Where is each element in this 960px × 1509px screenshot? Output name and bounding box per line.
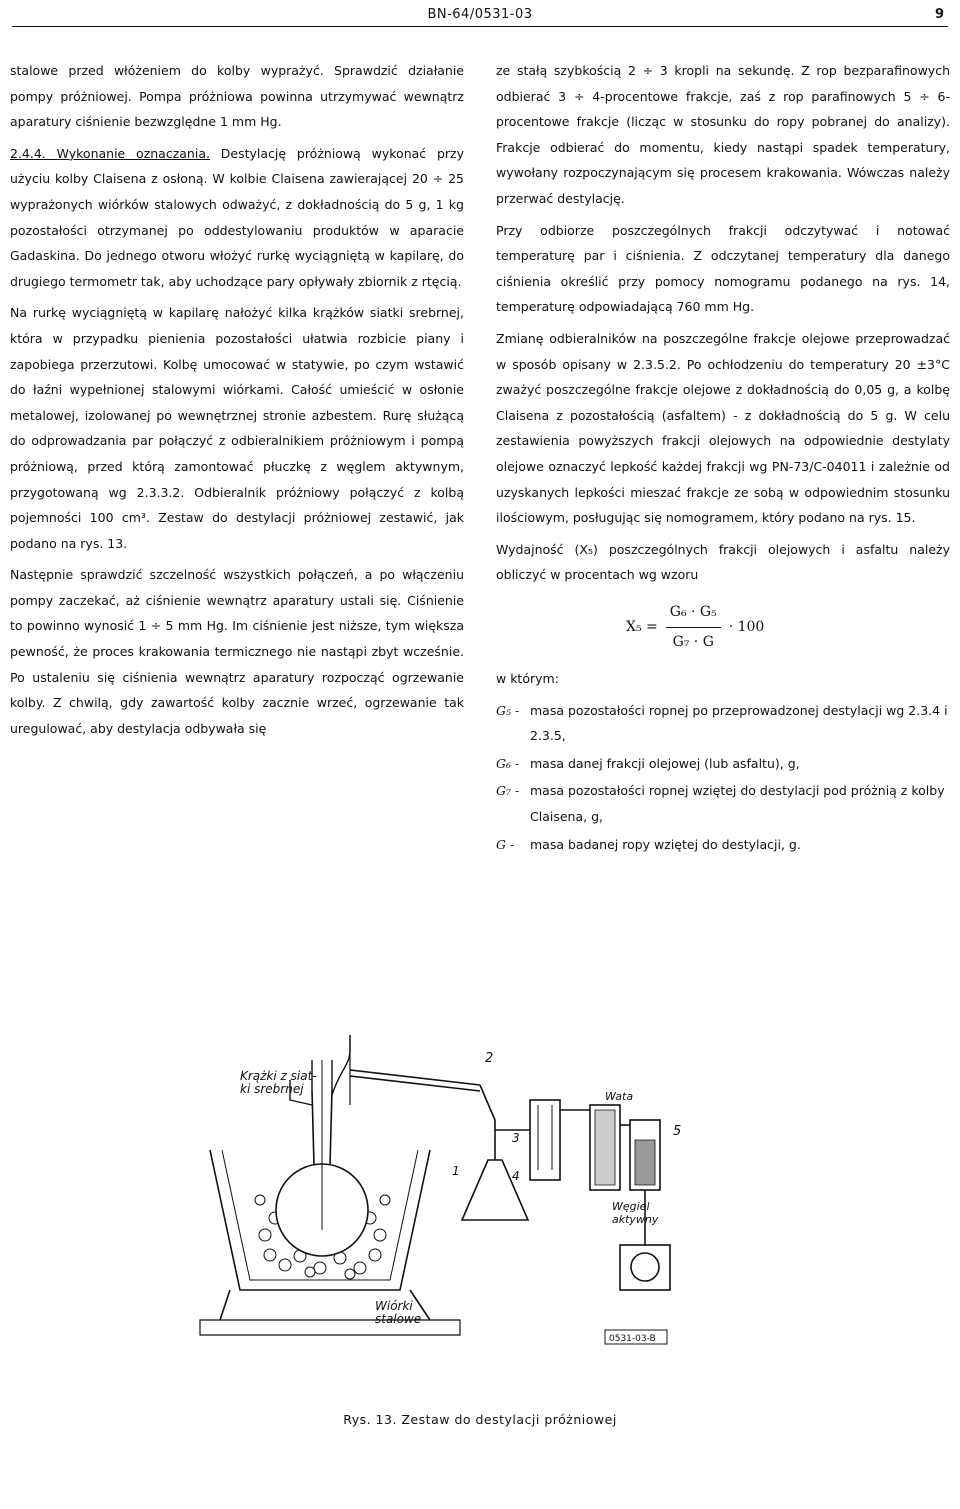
apparatus-figure <box>200 1030 680 1410</box>
vacuum-receiver <box>480 1085 495 1160</box>
figure-caption: Rys. 13. Zestaw do destylacji próżniowej <box>343 1412 617 1427</box>
definition-item <box>496 698 950 749</box>
manometer <box>530 1100 560 1180</box>
label-chips: Wiórki <box>375 1299 413 1313</box>
label-n5: 5 <box>673 1124 682 1139</box>
paragraph <box>10 141 464 295</box>
vacuum-pump <box>620 1245 670 1290</box>
formula-denominator: G₇ · G <box>672 634 714 651</box>
label-n3: 3 <box>512 1131 520 1145</box>
label-n2: 2 <box>485 1051 494 1066</box>
definition-symbol: G₇ - <box>496 783 520 799</box>
definition-item <box>496 751 950 777</box>
where-label: w którym: <box>496 671 559 687</box>
svg-text:stalowe: stalowe <box>375 1312 422 1326</box>
document-code: BN-64/0531-03 <box>427 7 533 22</box>
definition-text: masa pozostałości ropnej wziętej do destylacji pod próżnią z kolby Claisena, g, <box>530 783 945 825</box>
yield-formula <box>626 600 950 656</box>
formula-lhs: X₅ = <box>626 619 658 636</box>
definition-symbol: G₆ - <box>496 755 520 771</box>
page-number: 9 <box>934 7 944 22</box>
svg-text:ki srebrnej: ki srebrnej <box>240 1082 304 1096</box>
label-n4: 4 <box>512 1169 520 1183</box>
definition-text: masa pozostałości ropnej po przeprowadzonej destylacji wg 2.3.4 i 2.3.5, <box>530 702 948 744</box>
paragraph: Przy odbiorze poszczególnych frakcji odczytywać i notować temperaturę par i ciśnienia. Z odczytanej temperatury dla danego ciśnienia określić przy pomocy nomogramu podanego na rys. 14, temperaturę odpowiadającą 760 mm Hg. <box>496 222 950 315</box>
definition-symbol: G - <box>496 836 515 852</box>
paragraph: ze stałą szybkością 2 ÷ 3 kropli na sekundę. Z rop bezparafinowych odbierać 3 ÷ 4-procentowe frakcje, zaś z rop parafinowych 5 ÷ 6-procentowe frakcje (licząc w stosunku do ropy pobranej do analizy). Frakcje odbierać do momentu, kiedy nastąpi spadek temperatury, wywołany rozpoczynającym się procesem krakowania. Wówczas należy przerwać destylację. <box>496 63 950 206</box>
formula-fraction <box>666 600 721 656</box>
paragraph: Na rurkę wyciągniętą w kapilarę nałożyć kilka krążków siatki srebrnej, która w przypadku pienienia pozostałości ułatwia rozbicie piany i zapobiega przerzutowi. Kolbę umocować w statywie, po czym wstawić do łaźni wypełnionej stalowymi wiórkami. Całość umieścić w osłonie metalowej, izolowanej po wewnętrznej stronie azbestem. Rurę służącą do odprowadzania par połączyć z odbieralnikiem próżniowym i pompą próżniową, przed którą zamontować płuczkę z węglem aktywnym, przygotowaną wg 2.3.3.2. Odbieralnik próżniowy połączyć z kolbą pojemności 100 cm³. Zestaw do destylacji próżniowej zestawić, jak podano na rys. 13. <box>10 305 464 551</box>
definition-item <box>496 832 950 858</box>
paragraph: Wydajność (X₅) poszczególnych frakcji olejowych i asfaltu należy obliczyć w procentach wg wzoru <box>496 541 950 583</box>
definition-item <box>496 778 950 829</box>
paragraph: Zmianę odbieralników na poszczególne frakcje olejowe przeprowadzać w sposób opisany w 2.3.5.2. Po ochłodzeniu do temperatury 20 ±3°C zważyć poszczególne frakcje olejowe z dokładnością do 0,05 g, a kolbę Claisena z pozostałością (asfaltem) - z dokładnością do 5 g. W celu zestawienia powyższych frakcji olejowych na odpowiednie destylaty olejowe oznaczyć lepkość każdej frakcji wg PN-73/C-04011 i zależnie od uzyskanych lepkości mieszać frakcje ze sobą w odpowiednim stosunku ilościowym, posługując się nomogramem, który podano na rys. 15. <box>496 330 950 526</box>
paragraph: stalowe przed włóżeniem do kolby wyprażyć. Sprawdzić działanie pompy próżniowej. Pompa próżniowa powinna utrzymywać wewnątrz aparatury ciśnienie bezwzględne 1 mm Hg. <box>10 63 464 130</box>
right-column <box>496 58 950 859</box>
label-wool: Wata <box>605 1090 634 1103</box>
definition-symbol: G₅ - <box>496 702 520 718</box>
label-silver: Krążki z siat- <box>240 1069 317 1083</box>
label-n1: 1 <box>452 1164 460 1178</box>
definition-text: masa danej frakcji olejowej (lub asfaltu), g, <box>530 755 800 771</box>
formula-multiplier: · 100 <box>728 619 765 636</box>
figure-code: 0531-03-B <box>609 1334 656 1344</box>
delivery-tube <box>350 1070 480 1091</box>
paragraph-text: Destylację próżniową wykonać przy użyciu kolby Claisena z osłoną. W kolbie Claisena zawierającej 20 ÷ 25 wyprażonych wiórków stalowych odważyć, z dokładnością do 5 g, 1 kg pozostałości otrzymanej po oddestylowaniu produktów w aparacie Gadaskina. Do jednego otworu włożyć rurkę wyciągniętą w kapilarę, do drugiego termometr tak, aby uchodzące pary opływały zbiornik z rtęcią. <box>10 145 464 289</box>
definition-text: masa badanej ropy wziętej do destylacji, g. <box>530 836 801 852</box>
section-heading: 2.4.4. Wykonanie oznaczania. <box>10 145 210 161</box>
formula-numerator: G₆ · G₅ <box>666 600 721 629</box>
svg-text:aktywny: aktywny <box>612 1213 659 1226</box>
left-column <box>10 58 464 747</box>
paragraph: Następnie sprawdzić szczelność wszystkich połączeń, a po włączeniu pompy zaczekać, aż ciśnienie wewnątrz aparatury ustali się. Ciśnienie to powinno wynosić 1 ÷ 5 mm Hg. Im ciśnienie jest niższe, tym większa pewność, że proces krakowania termicznego nie nastąpi zbyt wcześnie. Po ustaleniu się ciśnienia wewnątrz aparatury rozpocząć ogrzewanie kolby. Z chwilą, gdy zawartość kolby zacznie wrzeć, ogrzewanie tak uregulować, aby destylacja odbywała się <box>10 567 464 736</box>
page-header <box>12 4 948 27</box>
label-carbon: Węgiel <box>612 1200 650 1213</box>
